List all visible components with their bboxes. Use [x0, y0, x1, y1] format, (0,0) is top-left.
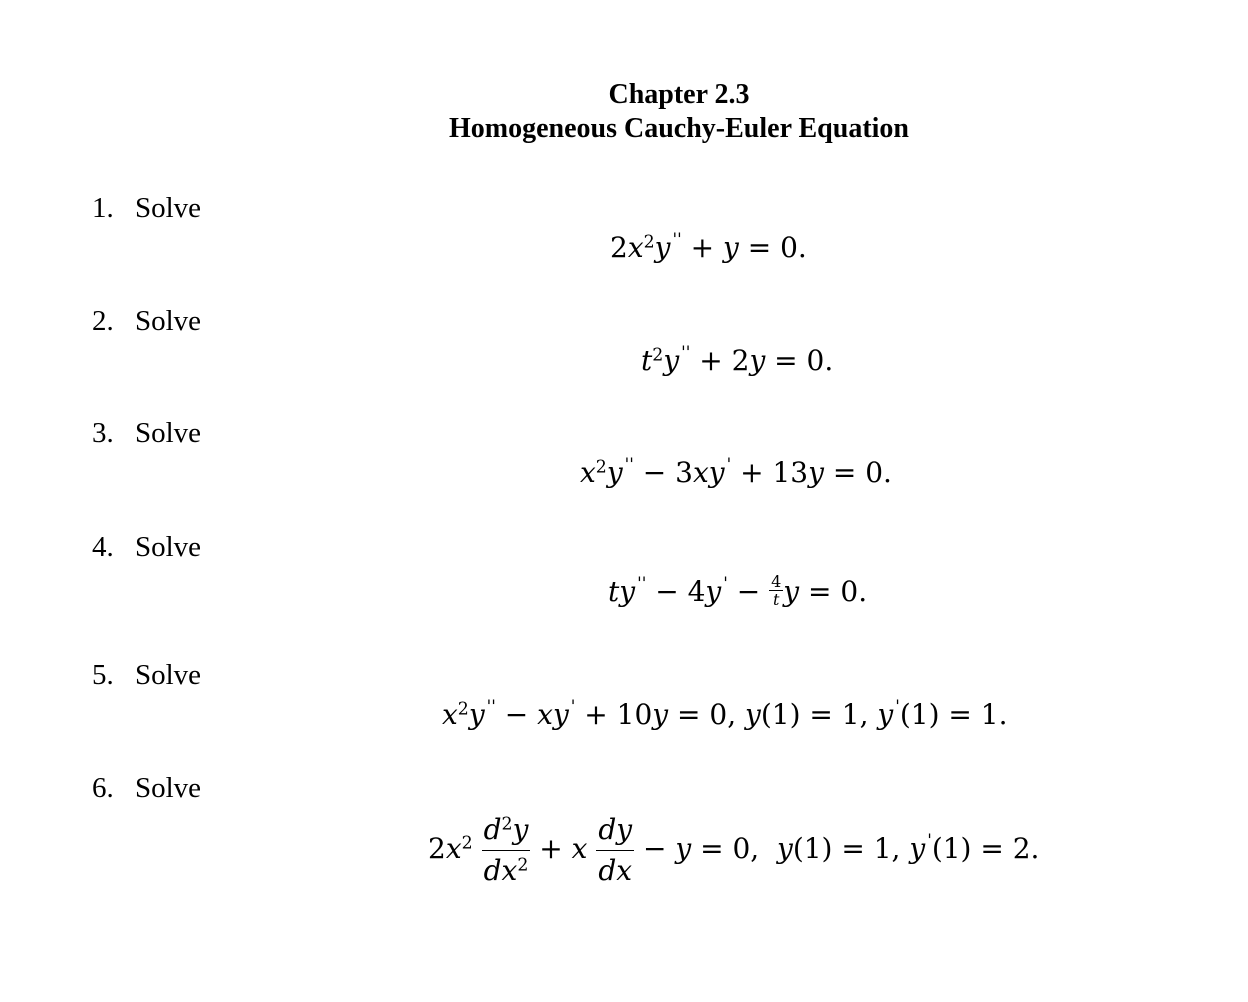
problem-label — [92, 530, 201, 564]
problem-number: 4. — [92, 531, 114, 563]
problem-label — [92, 416, 201, 450]
problem-label — [92, 658, 201, 692]
equation: $2x^2y$ '' + y = 0. — [610, 229, 807, 264]
problem-instruction: Solve — [135, 417, 202, 449]
problem-number: 3. — [92, 417, 114, 449]
fraction: $\frac{4}{t}$ — [771, 572, 782, 609]
problem-number: 5. — [92, 659, 114, 691]
problem-instruction: Solve — [135, 305, 202, 337]
problem-number: 2. — [92, 305, 114, 337]
problem-label — [92, 771, 201, 805]
problem-instruction: Solve — [135, 659, 202, 691]
second-derivative-fraction: $\frac{d^2y}{dx^2}$ — [482, 810, 531, 891]
first-derivative-fraction: $\frac{dy}{dx}$ — [596, 810, 634, 891]
equation: $t^2y$ '' + 2y = 0. — [641, 342, 834, 377]
equation: $x^2y$ '' − xy ' + 10y = 0, y(1) = 1, y '(1) = 1. — [442, 696, 1008, 731]
problem-number: 1. — [92, 192, 114, 224]
problem-label — [92, 304, 201, 338]
problem-instruction: Solve — [135, 531, 202, 563]
problem-instruction: Solve — [135, 192, 202, 224]
equation: $x^2y$ '' − 3xy ' + 13y = 0. — [580, 454, 892, 489]
chapter-title: Chapter 2.3 — [608, 79, 750, 110]
problem-label — [92, 191, 201, 225]
section-subtitle: Homogeneous Cauchy-Euler Equation — [449, 113, 909, 144]
problem-number: 6. — [92, 772, 114, 804]
equation: ty '' − 4y ' − $\frac{4}{t}$ y = 0. — [608, 572, 868, 609]
equation: $2x^2$ $\frac{d^2y}{dx^2}$ + x $\frac{dy}{dx}$ − y = 0, y(1) = 1, y '(1) = 2. — [428, 810, 1039, 891]
problem-instruction: Solve — [135, 772, 202, 804]
